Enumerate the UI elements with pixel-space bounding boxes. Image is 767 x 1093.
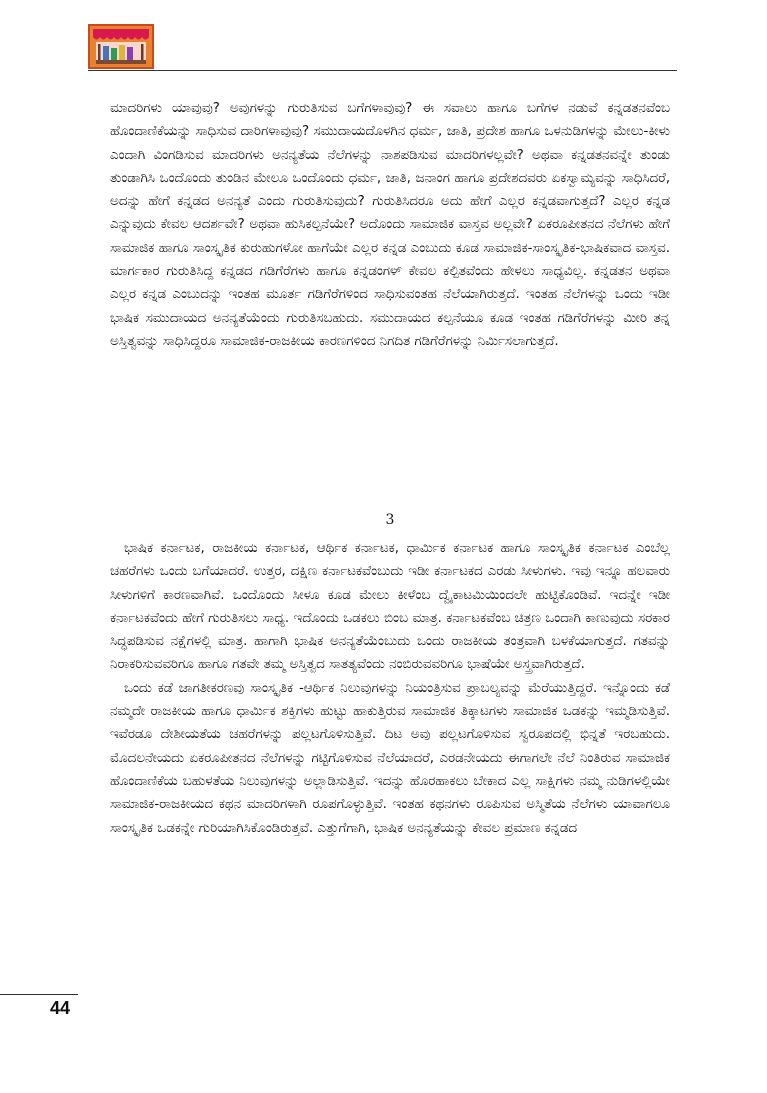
- paragraph-1: ಮಾದರಿಗಳು ಯಾವುವು? ಅವುಗಳನ್ನು ಗುರುತಿಸುವ ಬಗೆಗಳಾವುವು? ಈ ಸವಾಲು ಹಾಗೂ ಬಗೆಗಳ ನಡುವೆ ಕನ್ನಡತನವೆಂಬ ಹೊಂದಾಣಿಕೆಯನ್ನು ಸಾಧಿಸುವ ದಾರಿಗಳಾವುವು? ಸಮುದಾಯದೊಳಗಿನ ಧರ್ಮ, ಜಾತಿ, ಪ್ರದೇಶ ಹಾಗೂ ಒಳನುಡಿಗಳನ್ನು ಮೇಲು-ಕೀಳು ಎಂದಾಗಿ ವಿಂಗಡಿಸುವ ಮಾದರಿಗಳು ಅನನ್ಯತೆಯ ನೆಲೆಗಳನ್ನು ನಾಶಪಡಿಸುವ ಮಾದರಿಗಳಲ್ಲವೇ? ಅಥವಾ ಕನ್ನಡತನವನ್ನೇ ತುಂಡು ತುಂಡಾಗಿಸಿ ಒಂದೊಂದು ತುಂಡಿನ ಮೇಲೂ ಒಂದೊಂದು ಧರ್ಮ, ಜಾತಿ, ಜನಾಂಗ ಹಾಗೂ ಪ್ರದೇಶದವರು ಏಕಸ್ವಾಮ್ಯವನ್ನು ಸಾಧಿಸಿದರೆ, ಅದನ್ನು ಹೇಗೆ ಕನ್ನಡದ ಅನನ್ಯತೆ ಎಂದು ಗುರುತಿಸುವುದು? ಗುರುತಿಸಿದರೂ ಅದು ಹೇಗೆ ಎಲ್ಲರ ಕನ್ನಡವಾಗುತ್ತದೆ? ಎಲ್ಲರ ಕನ್ನಡ ಎನ್ನುವುದು ಕೇವಲ ಆದರ್ಶವೇ? ಅಥವಾ ಹುಸಿಕಲ್ಪನೆಯೇ? ಅದೊಂದು ಸಾಮಾಜಿಕ ವಾಸ್ತವ ಅಲ್ಲವೇ? ಏಕರೂಪೀತನದ ನೆಲೆಗಳು ಹೇಗೆ ಸಾಮಾಜಿಕ ಹಾಗೂ ಸಾಂಸ್ಕೃತಿಕ ಕುರುಹುಗಳೋ ಹಾಗೆಯೇ ಎಲ್ಲರ ಕನ್ನಡ ಎಂಬುದು ಕೂಡ ಸಾಮಾಜಿಕ-ಸಾಂಸ್ಕೃತಿಕ-ಭಾಷಿಕವಾದ ವಾಸ್ತವ. ಮಾರ್ಗಕಾರ ಗುರುತಿಸಿದ್ದ ಕನ್ನಡದ ಗಡಿಗೆರೆಗಳು ಹಾಗೂ ಕನ್ನಡಂಗಳ್ ಕೇವಲ ಕಲ್ಪಿತವೆಂದು ಹೇಳಲು ಸಾಧ್ಯವಿಲ್ಲ. ಕನ್ನಡತನ ಅಥವಾ ಎಲ್ಲರ ಕನ್ನಡ ಎಂಬುದನ್ನು ಇಂತಹ ಮೂರ್ತ ಗಡಿಗೆರೆಗಳಿಂದ ಸಾಧಿಸುವಂತಹ ನೆಲೆಯಾಗಿರುತ್ತದೆ. ಇಂತಹ ನೆಲೆಗಳನ್ನು ಒಂದು ಇಡೀ ಭಾಷಿಕ ಸಮುದಾಯದ ಅನನ್ಯತೆಯೆಂದು ಗುರುತಿಸಬಹುದು. ಸಮುದಾಯದ ಕಲ್ಪನೆಯೂ ಕೂಡ ಇಂತಹ ಗಡಿಗೆರೆಗಳನ್ನು ಮೀರಿ ತನ್ನ ಅಸ್ತಿತ್ವವನ್ನು ಸಾಧಿಸಿದ್ದರೂ ಸಾಮಾಜಿಕ-ರಾಜಕೀಯ ಕಾರಣಗಳಿಂದ ನಿಗದಿತ ಗಡಿಗೆರೆಗಳನ್ನು ನಿರ್ಮಿಸಲಾಗುತ್ತದೆ.: [110, 101, 670, 349]
- body-text-section-3: [110, 537, 670, 840]
- header-rule: [88, 70, 677, 71]
- page-number: 44: [50, 998, 71, 1018]
- body-text-top: [110, 97, 670, 353]
- bookstall-logo-icon: [88, 24, 154, 69]
- paragraph-3: ಒಂದು ಕಡೆ ಜಾಗತೀಕರಣವು ಸಾಂಸ್ಕೃತಿಕ -ಆರ್ಥಿಕ ನಿಲುವುಗಳನ್ನು ನಿಯಂತ್ರಿಸುವ ಪ್ರಾಬಲ್ಯವನ್ನು ಮೆರೆಯುತ್ತಿದ್ದರೆ. ಇನ್ನೊಂದು ಕಡೆ ನಮ್ಮದೇ ರಾಜಕೀಯ ಹಾಗೂ ಧಾರ್ಮಿಕ ಶಕ್ತಿಗಳು ಹುಟ್ಟು ಹಾಕುತ್ತಿರುವ ಸಾಮಾಜಿಕ ತಿಕ್ಕಾಟಗಳು ಸಾಮಾಜಿಕ ಒಡಕನ್ನು ಇಮ್ಮಡಿಸುತ್ತಿವೆ. ಇವೆರಡೂ ದೇಶೀಯತೆಯ ಚಹರೆಗಳನ್ನು ಪಲ್ಲಟಗೊಳಿಸುತ್ತಿವೆ. ದಿಟ ಅವು ಪಲ್ಲಟಗೊಳಿಸುವ ಸ್ವರೂಪದಲ್ಲಿ ಭಿನ್ನತೆ ಇರಬಹುದು. ಮೊದಲನೇಯದು ಏಕರೂಪೀತನದ ನೆಲೆಗಳನ್ನು ಗಟ್ಟಿಗೊಳಿಸುವ ನೆಲೆಯಾದರೆ, ಎರಡನೇಯದು ಈಗಾಗಲೇ ನೆಲೆ ನಿಂತಿರುವ ಸಾಮಾಜಿಕ ಹೊಂದಾಣಿಕೆಯ ಬಹುಳತೆಯ ನಿಲುವುಗಳನ್ನು ಅಲ್ಲಾಡಿಸುತ್ತಿವೆ. ಇದನ್ನು ಹೊರಹಾಕಲು ಬೇಕಾದ ಎಲ್ಲ ಸಾಕ್ಷಿಗಳು ನಮ್ಮ ನುಡಿಗಳಲ್ಲಿಯೇ ಸಾಮಾಜಿಕ-ರಾಜಕೀಯದ ಕಥನ ಮಾದರಿಗಳಾಗಿ ರೂಪಗೊಳ್ಳುತ್ತಿವೆ. ಇಂತಹ ಕಥನಗಳು ರೂಪಿಸುವ ಅಸ್ಮಿತೆಯ ನೆಲೆಗಳು ಯಾವಾಗಲೂ ಸಾಂಸ್ಕೃತಿಕ ಒಡಕನ್ನೇ ಗುರಿಯಾಗಿಸಿಕೊಂಡಿರುತ್ತವೆ. ಎತ್ತುಗೆಗಾಗಿ, ಭಾಷಿಕ ಅನನ್ಯತೆಯನ್ನು ಕೇವಲ ಪ್ರಮಾಣ ಕನ್ನಡದ: [110, 680, 670, 836]
- paragraph-2: ಭಾಷಿಕ ಕರ್ನಾಟಕ, ರಾಜಕೀಯ ಕರ್ನಾಟಕ, ಆರ್ಥಿಕ ಕರ್ನಾಟಕ, ಧಾರ್ಮಿಕ ಕರ್ನಾಟಕ ಹಾಗೂ ಸಾಂಸ್ಕೃತಿಕ ಕರ್ನಾಟಕ ಎಂಬೆಲ್ಲ ಚಹರೆಗಳು ಒಂದು ಬಗೆಯಾದರೆ. ಉತ್ತರ, ದಕ್ಷಿಣ ಕರ್ನಾಟಕವೆಂಬುದು ಇಡೀ ಕರ್ನಾಟಕದ ಎರಡು ಸೀಳುಗಳು. ಇವು ಇನ್ನೂ ಹಲವಾರು ಸೀಳುಗಳಿಗೆ ಕಾರಣವಾಗಿವೆ. ಒಂದೊಂದು ಸೀಳೂ ಕೂಡ ಮೇಲು ಕೀಳೆಂಬ ದ್ವೈಕಾಟಮಿಯಿಂದಲೇ ಹುಟ್ಟಿಕೊಂಡಿವೆ. ಇದನ್ನೇ ಇಡೀ ಕರ್ನಾಟಕವೆಂದು ಹೇಗೆ ಗುರುತಿಸಲು ಸಾಧ್ಯ. ಇದೊಂದು ಒಡಕಲು ಬಿಂಬ ಮಾತ್ರ. ಕರ್ನಾಟಕವೆಂಬ ಚಿತ್ರಣ ಒಂದಾಗಿ ಕಾಣುವುದು ಸರಕಾರ ಸಿದ್ಧಪಡಿಸುವ ನಕ್ಷೆಗಳಲ್ಲಿ ಮಾತ್ರ. ಹಾಗಾಗಿ ಭಾಷಿಕ ಅನನ್ಯತೆಯೆಂಬುದು ಒಂದು ರಾಜಕೀಯ ತಂತ್ರವಾಗಿ ಬಳಕೆಯಾಗುತ್ತದೆ. ಗತವನ್ನು ನಿರಾಕರಿಸುವವರಿಗೂ ಹಾಗೂ ಗತವೇ ತಮ್ಮ ಅಸ್ತಿತ್ವದ ಸಾತತ್ಯವೆಂದು ನಂಬಿರುವವರಿಗೂ ಭಾಷೆಯೇ ಅಸ್ತ್ರವಾಗಿರುತ್ತದೆ.: [110, 541, 670, 673]
- footer-rule: [0, 994, 78, 995]
- section-number: 3: [385, 512, 395, 528]
